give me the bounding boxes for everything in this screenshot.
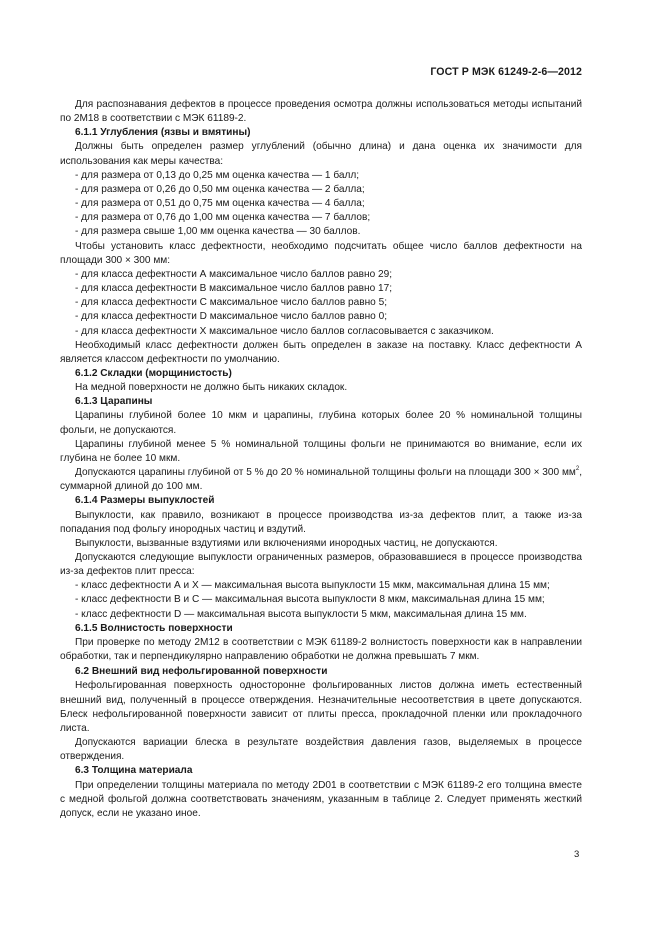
document-body bbox=[60, 98, 582, 821]
subsection-heading: 6.1.2 Складки (морщинистость) bbox=[75, 367, 232, 379]
subsection-heading: 6.1.1 Углубления (язвы и вмятины) bbox=[75, 127, 251, 139]
paragraph bbox=[60, 466, 582, 494]
paragraph: Выпуклости, вызванные вздутиями или включениями инородных частиц, не допускаются. bbox=[75, 537, 498, 549]
paragraph: Чтобы установить класс дефектности, необходимо подсчитать общее число баллов дефектности на площади 300 × 300 мм: bbox=[60, 240, 582, 266]
list-item: - для размера от 0,26 до 0,50 мм оценка качества — 2 балла; bbox=[75, 183, 365, 195]
subsection-heading: 6.1.3 Царапины bbox=[75, 396, 153, 408]
paragraph: Выпуклости, как правило, возникают в процессе производства из-за дефектов плит, а также из-за попадания под фольгу инородных частиц и вздутий. bbox=[60, 509, 582, 535]
paragraph: Необходимый класс дефектности должен быть определен в заказе на поставку. Класс дефектности А является классом дефектности по умолчанию. bbox=[60, 339, 582, 365]
paragraph: Допускаются следующие выпуклости ограниченных размеров, образовавшиеся в процессе производства из-за дефектов плит пресса: bbox=[60, 552, 582, 578]
superscript: 2 bbox=[575, 466, 580, 473]
list-item: - класс дефектности А и X — максимальная высота выпуклости 15 мкм, максимальная длина 15 мм; bbox=[75, 580, 550, 592]
page-number: 3 bbox=[574, 849, 580, 860]
subsection-heading: 6.1.5 Волнистость поверхности bbox=[75, 622, 233, 634]
list-item: - для размера свыше 1,00 мм оценка качества — 30 баллов. bbox=[75, 226, 361, 238]
section-heading: 6.2 Внешний вид нефольгированной поверхности bbox=[75, 666, 328, 678]
paragraph: Должны быть определен размер углублений (обычно длина) и дана оценка их значимости для использования как меры качества: bbox=[60, 141, 582, 167]
list-item: - класс дефектности В и С — максимальная высота выпуклости 8 мкм, максимальная длина 15 мм; bbox=[75, 594, 545, 606]
paragraph-text: Допускаются царапины глубиной от 5 % до 20 % номинальной толщины фольги на площади 300 × 300 мм bbox=[75, 467, 576, 479]
list-item: - для класса дефектности С максимальное число баллов равно 5; bbox=[75, 297, 388, 309]
paragraph: Для распознавания дефектов в процессе проведения осмотра должны использоваться методы испытаний по 2М18 в соответствии с МЭК 61189-2. bbox=[60, 99, 582, 125]
list-item: - для размера от 0,13 до 0,25 мм оценка качества — 1 балл; bbox=[75, 169, 360, 181]
subsection-heading: 6.3 Толщина материала bbox=[75, 765, 193, 777]
list-item: - для класса дефектности А максимальное число баллов равно 29; bbox=[75, 268, 393, 280]
paragraph: Нефольгированная поверхность односторонне фольгированных листов должна иметь естественный внешний вид, полученный в процессе отверждения. Незначительные несоответствия в цвете допускаются. Блеск нефольгированной поверхности зависит от плиты пресса, прокладочной пленки или прокладочного листа. bbox=[60, 680, 582, 734]
paragraph: При проверке по методу 2М12 в соответствии с МЭК 61189-2 волнистость поверхности как в направлении обработки, так и перпендикулярно направлению обработки не должна превышать 7 мкм. bbox=[60, 636, 582, 663]
paragraph: Царапины глубиной менее 5 % номинальной толщины фольги не принимаются во внимание, если их глубина не более 10 мкм. bbox=[60, 438, 582, 464]
list-item: - для класса дефектности В максимальное число баллов равно 17; bbox=[75, 283, 393, 295]
subsection-heading: 6.1.4 Размеры выпуклостей bbox=[75, 495, 215, 507]
paragraph: Царапины глубиной более 10 мкм и царапины, глубина которых более 20 % номинальной толщины фольги, не допускаются. bbox=[60, 410, 582, 436]
document-header-id: ГОСТ Р МЭК 61249-2-6—2012 bbox=[430, 66, 582, 78]
paragraph: При определении толщины материала по методу 2D01 в соответствии с МЭК 61189-2 его толщина вместе с медной фольгой должна соответствовать значениям, указанным в таблице 2. Следует применять жесткий допуск, если не указано иное. bbox=[60, 779, 582, 819]
list-item: - для класса дефектности X максимальное число баллов согласовывается с заказчиком. bbox=[75, 325, 494, 337]
list-item: - для размера от 0,76 до 1,00 мм оценка качества — 7 баллов; bbox=[75, 212, 371, 224]
paragraph: Допускаются вариации блеска в результате воздействия давления газов, выделяемых в процессе отверждения. bbox=[60, 737, 582, 763]
list-item: - класс дефектности D — максимальная высота выпуклости 5 мкм, максимальная длина 15 мм. bbox=[75, 608, 527, 620]
list-item: - для размера от 0,51 до 0,75 мм оценка качества — 4 балла; bbox=[75, 198, 365, 210]
list-item: - для класса дефектности D максимальное число баллов равно 0; bbox=[75, 311, 388, 323]
paragraph-text: , суммарной длиной до 100 мм. bbox=[60, 467, 582, 493]
paragraph: На медной поверхности не должно быть никаких складок. bbox=[75, 382, 348, 394]
